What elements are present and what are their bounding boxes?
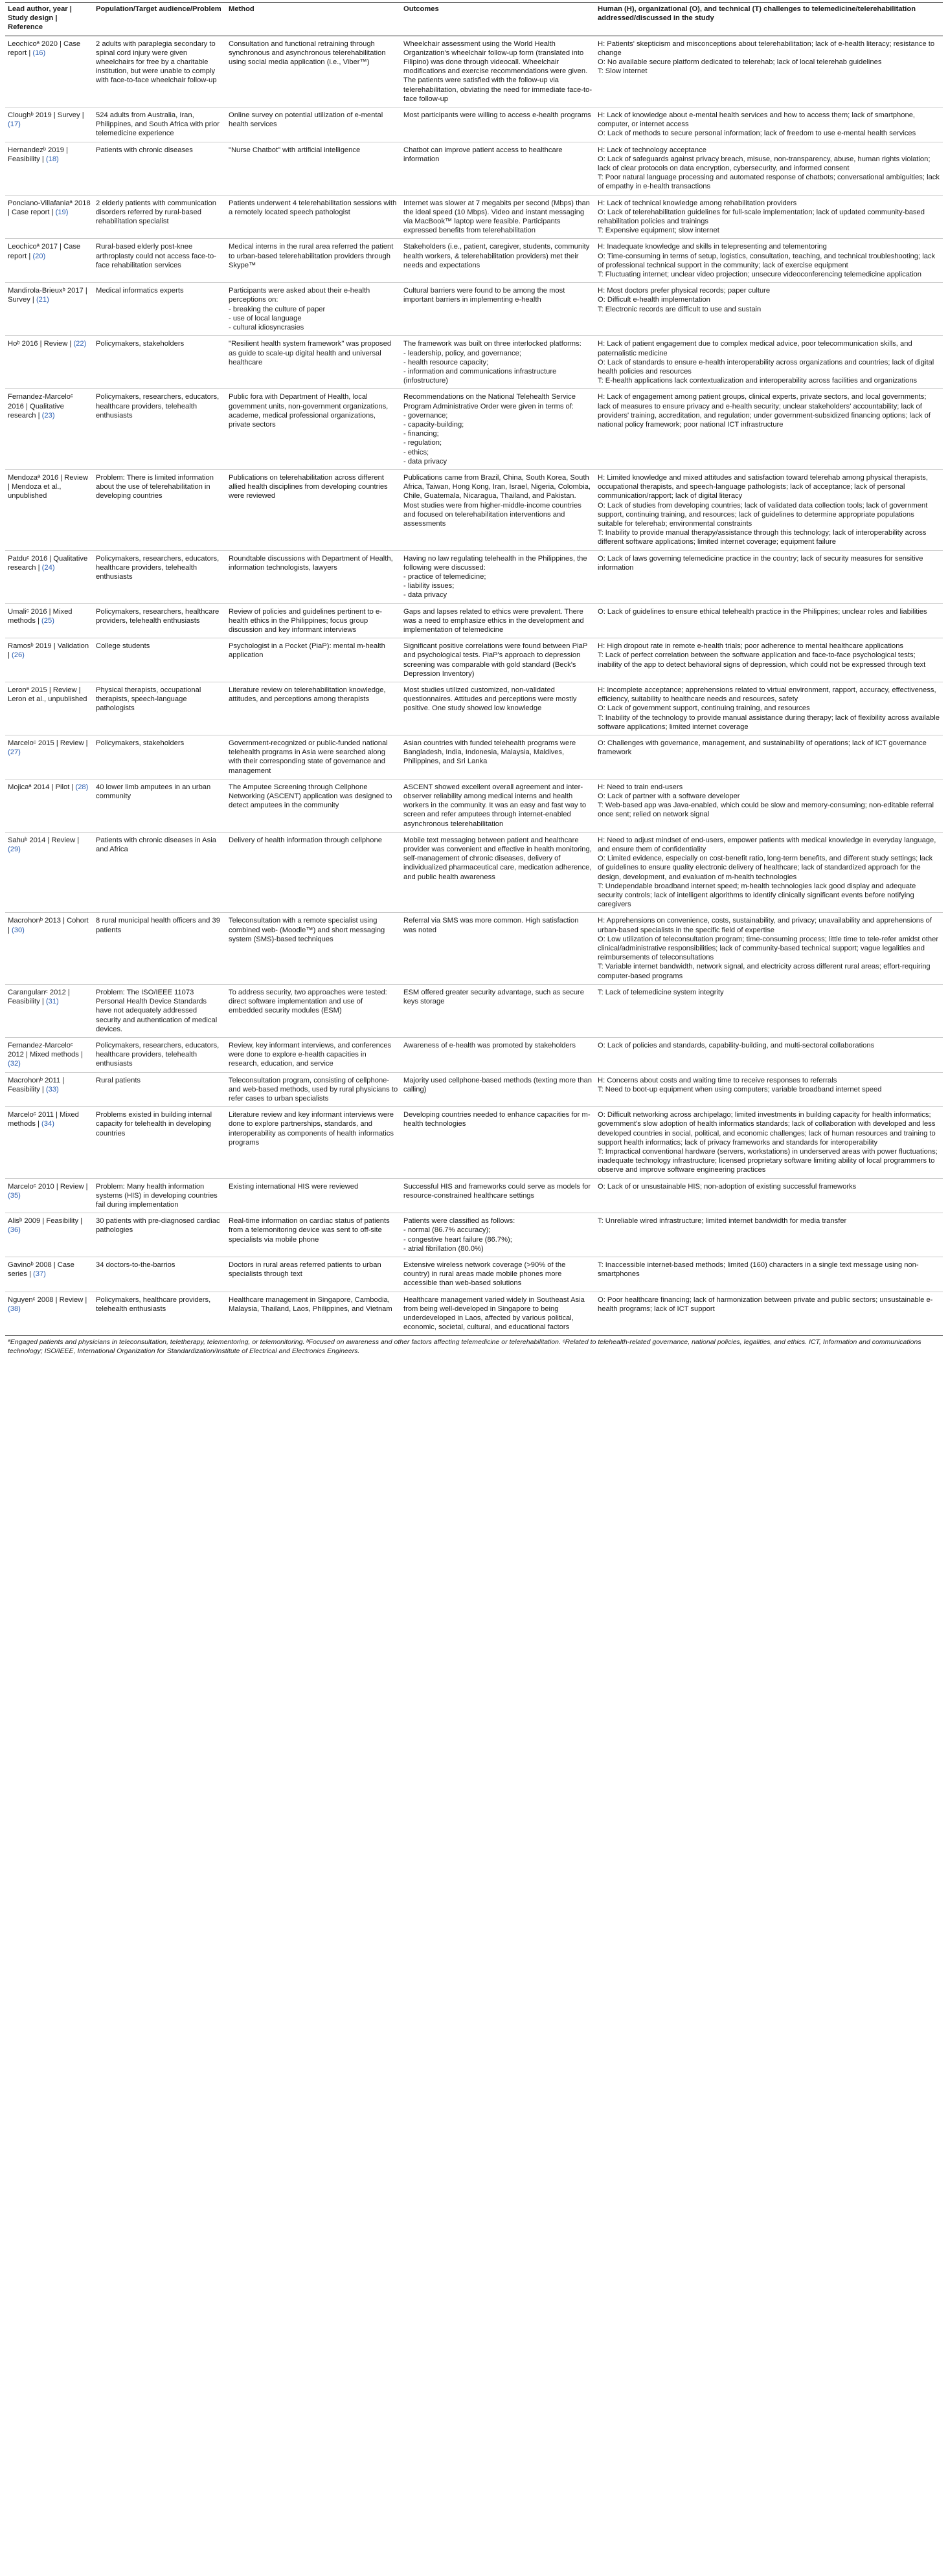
cell-lead-author [5, 735, 93, 779]
cell-challenges: O: Difficult networking across archipelago; limited investments in building capacity for health informatics; government's slow adoption of health informatics standards; lack of collaboration with developed and less developed countries in social, political, and economic challenges; lack of human resources and training to support health informatics; lack of privacy frameworks and standards for interoperability T: Impractical conventional hardware (servers, workstations) in underserved areas with power fluctuations; inadequate technology infrastructure; licensed proprietary software limiting ability of local programmers to observe and improve software engineering practices [595, 1107, 943, 1178]
cell-outcomes: Extensive wireless network coverage (>90% of the country) in rural areas made mobile phones more accessible than web-based solutions [401, 1257, 595, 1292]
cell-outcomes: Majority used cellphone-based methods (texting more than calling) [401, 1072, 595, 1107]
reference-link[interactable]: (19) [55, 208, 69, 216]
table-row [5, 1213, 943, 1257]
author-text: Carangulanᶜ 2012 | Feasibility | [8, 988, 70, 1006]
cell-challenges: H: Inadequate knowledge and skills in telepresenting and telementoring O: Time-consuming in terms of setup, logistics, consultation, teaching, and technical troubleshooting; lack of professional technical support in the community; lack of exercise equipment T: Fluctuating internet; unclear video projection; unsecure videoconferencing telemedicine application [595, 239, 943, 283]
cell-lead-author [5, 832, 93, 913]
reference-link[interactable]: (26) [12, 651, 25, 660]
cell-challenges: H: Lack of technology acceptance O: Lack of safeguards against privacy breach, misuse, non-transparency, abuse, human rights violation; lack of clear protocols on data encryption, cybersecurity, and informed consent T: Poor natural language processing and automated response of chatbots; conversational ambiguities; lack of empathy in e-health transactions [595, 142, 943, 195]
author-text: Fernandez-Marceloᶜ 2016 | Qualitative research | [8, 393, 73, 420]
reference-link[interactable]: (31) [45, 998, 59, 1006]
reference-link[interactable]: (18) [45, 155, 59, 163]
cell-method: Literature review and key informant interviews were done to explore partnerships, standards, and interoperability as components of health informatics programs [226, 1107, 401, 1178]
reference-link[interactable]: (20) [32, 252, 46, 260]
cell-lead-author [5, 195, 93, 239]
cell-population: Problem: The ISO/IEEE 11073 Personal Health Device Standards have not adequately addressed security and authentication of medical devices. [93, 984, 226, 1037]
table-row [5, 283, 943, 336]
reference-link[interactable]: (37) [32, 1270, 46, 1279]
cell-challenges: O: Lack of guidelines to ensure ethical telehealth practice in the Philippines; unclear roles and liabilities [595, 603, 943, 638]
cell-method: Teleconsultation with a remote specialist using combined web- (Moodle™) and short messaging system (SMS)-based techniques [226, 913, 401, 984]
cell-challenges: H: Need to adjust mindset of end-users, empower patients with medical knowledge in everyday language, and ensure them of confidentiality O: Limited evidence, especially on cost-benefit ratio, long-term benefits, and different study settings; lack of guidelines to ensure quality electronic delivery of healthcare; lack of standardized approach for the design, development, and evaluation of m-health technologies T: Undependable broadband internet speed; m-health technologies lack good display and adequate security controls; lack of intelligent algorithms to identify clinically significant events before notifying caregivers [595, 832, 943, 913]
reference-link[interactable]: (32) [8, 1060, 21, 1068]
cell-population: College students [93, 638, 226, 682]
cell-method: To address security, two approaches were tested: direct software implementation and use of embedded security modules (ESM) [226, 984, 401, 1037]
cell-challenges: T: Unreliable wired infrastructure; limited internet bandwidth for media transfer [595, 1213, 943, 1257]
cell-outcomes: Most participants were willing to access e-health programs [401, 107, 595, 142]
reference-link[interactable]: (21) [36, 296, 49, 304]
cell-population: Rural-based elderly post-knee arthroplasty could not access face-to-face rehabilitation services [93, 239, 226, 283]
cell-population: Policymakers, researchers, educators, healthcare providers, telehealth enthusiasts [93, 1037, 226, 1072]
table-row [5, 1257, 943, 1292]
cell-population: Problems existed in building internal capacity for telehealth in developing countries [93, 1107, 226, 1178]
table-row [5, 550, 943, 603]
cell-outcomes: Wheelchair assessment using the World Health Organization's wheelchair follow-up form (translated into Filipino) was done through videocall. Wheelchair modifications and exercise recommendations were given. The patients were satisfied with the follow-up via telerehabilitation, obviating the need for immediate face-to-face follow-up [401, 36, 595, 107]
cell-outcomes: Recommendations on the National Telehealth Service Program Administrative Order were given in terms of: - governance; - capacity-building; - financing; - regulation; - ethics; - data privacy [401, 389, 595, 470]
cell-outcomes: Most studies utilized customized, non-validated questionnaires. Attitudes and perceptions were mostly positive. One study showed low knowledge [401, 682, 595, 735]
table-row [5, 107, 943, 142]
cell-outcomes: Awareness of e-health was promoted by stakeholders [401, 1037, 595, 1072]
table-row [5, 735, 943, 779]
cell-challenges: O: Lack of policies and standards, capability-building, and multi-sectoral collaborations [595, 1037, 943, 1072]
author-text: Cloughᵇ 2019 | Survey | [8, 111, 84, 120]
cell-population: Policymakers, healthcare providers, telehealth enthusiasts [93, 1292, 226, 1336]
cell-challenges: H: Lack of patient engagement due to complex medical advice, poor telecommunication skills, and paternalistic medicine O: Lack of standards to ensure e-health interoperability across organizations and countries; lack of digital health policies and resources T: E-health applications lack contextualization and interoperability across facilities and organizations [595, 336, 943, 389]
reference-link[interactable]: (35) [8, 1191, 21, 1200]
table-row [5, 1178, 943, 1213]
cell-challenges: H: Apprehensions on convenience, costs, sustainability, and privacy; unavailability and apprehensions of urban-based specialists in the specific field of expertise O: Low utilization of teleconsultation program; time-consuming process; little time to tele-refer amidst other clinical/administrative responsibilities; lack of community-based technical support; vague legalities and reimbursements of teleconsultations T: Variable internet bandwidth, network signal, and electricity across different rural areas; effort-requiring computer-based programs [595, 913, 943, 984]
header-method: Method [226, 3, 401, 36]
cell-lead-author [5, 36, 93, 107]
cell-population: Policymakers, stakeholders [93, 735, 226, 779]
table-row [5, 913, 943, 984]
reference-link[interactable]: (23) [41, 411, 55, 420]
cell-lead-author [5, 1037, 93, 1072]
author-text: Mandirola-Brieuxᵇ 2017 | Survey | [8, 287, 87, 304]
author-text: Macrohonᵇ 2011 | Feasibility | [8, 1076, 65, 1093]
cell-population: Policymakers, researchers, educators, healthcare providers, telehealth enthusiasts [93, 389, 226, 470]
cell-lead-author [5, 469, 93, 550]
author-text: Mendozaª 2016 | Review | Mendoza et al., unpublished [8, 473, 88, 500]
table-row [5, 779, 943, 832]
author-text: Alisᵇ 2009 | Feasibility | [8, 1217, 83, 1226]
cell-lead-author [5, 1257, 93, 1292]
cell-method: Public fora with Department of Health, local government units, non-government organizations, academe, medical professional organizations, private sectors [226, 389, 401, 470]
table-row [5, 1037, 943, 1072]
cell-lead-author [5, 779, 93, 832]
author-text: Leronª 2015 | Review | Leron et al., unpublished [8, 686, 87, 704]
table-footnote: ªEngaged patients and physicians in teleconsultation, teletherapy, telementoring, or telemonitoring. ᵇFocused on awareness and other factors affecting telemedicine or telerehabilitation. ᶜRelated to telehealth-related governance, national policies, legalities, and ethics. ICT, Information and communications technology; ISO/IEEE, International Organization for Standardization/Institute of Electrical and Electronics Engineers. [8, 1338, 921, 1355]
cell-challenges: H: Concerns about costs and waiting time to receive responses to referrals T: Need to boot-up equipment when using computers; variable broadband internet speed [595, 1072, 943, 1107]
cell-challenges: T: Lack of telemedicine system integrity [595, 984, 943, 1037]
cell-outcomes: Significant positive correlations were found between PiaP and psychological tests. PiaP's approach to depression screening was comparable with gold standard (Beck's Depression Inventory) [401, 638, 595, 682]
author-text: Ponciano-Villafaniaª 2018 | Case report | [8, 199, 91, 216]
cell-population: 8 rural municipal health officers and 39 patients [93, 913, 226, 984]
cell-population: Medical informatics experts [93, 283, 226, 336]
cell-challenges: O: Poor healthcare financing; lack of harmonization between private and public sectors; unsustainable e-health programs; lack of ICT support [595, 1292, 943, 1336]
table-row [5, 195, 943, 239]
table-row [5, 1292, 943, 1336]
cell-lead-author [5, 1292, 93, 1336]
author-text: Hernandezᵇ 2019 | Feasibility | [8, 146, 68, 163]
cell-population: Rural patients [93, 1072, 226, 1107]
cell-population: Policymakers, researchers, educators, healthcare providers, telehealth enthusiasts [93, 550, 226, 603]
table-header [5, 3, 943, 36]
author-text: Umaliᶜ 2016 | Mixed methods | [8, 607, 73, 625]
cell-population: Patients with chronic diseases in Asia and Africa [93, 832, 226, 913]
reference-link[interactable]: (34) [41, 1120, 54, 1128]
table-row [5, 36, 943, 107]
reference-link[interactable]: (36) [8, 1226, 21, 1235]
reference-link[interactable]: (24) [41, 563, 55, 572]
cell-method: Review of policies and guidelines pertinent to e-health ethics in the Philippines; focus group discussion and key informant interviews [226, 603, 401, 638]
cell-method: Teleconsultation program, consisting of cellphone- and web-based methods, used by rural physicians to refer cases to urban specialists [226, 1072, 401, 1107]
author-text: Marceloᶜ 2010 | Review | [8, 1182, 88, 1191]
cell-outcomes: Chatbot can improve patient access to healthcare information [401, 142, 595, 195]
cell-outcomes: Having no law regulating telehealth in the Philippines, the following were discussed: - practice of telemedicine; - liability issues; - data privacy [401, 550, 595, 603]
cell-lead-author [5, 1072, 93, 1107]
cell-lead-author [5, 984, 93, 1037]
cell-outcomes: Publications came from Brazil, China, South Korea, South Africa, Taiwan, Hong Kong, Iran, Israel, Nigeria, Colombia, Chile, Guatemala, Nicaragua, Thailand, and Pakistan. Most studies were from higher-middle-income countries and focused on telerehabilitation interventions and assessments [401, 469, 595, 550]
cell-method: Publications on telerehabilitation across different allied health disciplines from developing countries were reviewed [226, 469, 401, 550]
cell-population: Policymakers, stakeholders [93, 336, 226, 389]
reference-link[interactable]: (29) [8, 846, 21, 854]
table-row [5, 1107, 943, 1178]
studies-table [5, 2, 943, 1336]
reference-link[interactable]: (25) [41, 616, 54, 625]
header-population: Population/Target audience/Problem [93, 3, 226, 36]
cell-lead-author [5, 638, 93, 682]
author-text: Marceloᶜ 2015 | Review | [8, 739, 88, 748]
header-row [5, 3, 943, 36]
cell-population: Problem: There is limited information about the use of telerehabilitation in developing countries [93, 469, 226, 550]
cell-challenges: O: Challenges with governance, management, and sustainability of operations; lack of ICT governance framework [595, 735, 943, 779]
cell-method: Existing international HIS were reviewed [226, 1178, 401, 1213]
cell-method: Roundtable discussions with Department of Health, information technologists, lawyers [226, 550, 401, 603]
author-text: Leochicoª 2017 | Case report | [8, 243, 81, 260]
cell-method: Online survey on potential utilization of e-mental health services [226, 107, 401, 142]
cell-method: Doctors in rural areas referred patients to urban specialists through text [226, 1257, 401, 1292]
cell-outcomes: The framework was built on three interlocked platforms: - leadership, policy, and governance; - health resource capacity; - information and communications infrastructure (infostructure) [401, 336, 595, 389]
cell-outcomes: Healthcare management varied widely in Southeast Asia from being well-developed in Singapore to being underdeveloped in Laos, affected by various political, economic, societal, cultural, and educational factors [401, 1292, 595, 1336]
table-row [5, 389, 943, 470]
reference-link[interactable]: (22) [73, 340, 87, 348]
table-row [5, 603, 943, 638]
cell-method: "Nurse Chatbot" with artificial intelligence [226, 142, 401, 195]
table-row [5, 832, 943, 913]
cell-outcomes: Successful HIS and frameworks could serve as models for resource-constrained healthcare settings [401, 1178, 595, 1213]
cell-lead-author [5, 1213, 93, 1257]
cell-population: 524 adults from Australia, Iran, Philippines, and South Africa with prior telemedicine experience [93, 107, 226, 142]
cell-population: 40 lower limb amputees in an urban community [93, 779, 226, 832]
cell-outcomes: Stakeholders (i.e., patient, caregiver, students, community health workers, & telerehabilitation providers) met their needs and expectations [401, 239, 595, 283]
reference-link[interactable]: (28) [75, 783, 89, 791]
author-text: Mojicaª 2014 | Pilot | [8, 783, 76, 791]
cell-outcomes: Referral via SMS was more common. High satisfaction was noted [401, 913, 595, 984]
cell-outcomes: Gaps and lapses related to ethics were prevalent. There was a need to emphasize ethics in the development and implementation of telemedicine [401, 603, 595, 638]
cell-method: Review, key informant interviews, and conferences were done to explore e-health capacities in research, education, and service [226, 1037, 401, 1072]
cell-lead-author [5, 239, 93, 283]
cell-outcomes: Internet was slower at 7 megabits per second (Mbps) than the ideal speed (10 Mbps). Video and instant messaging via MacBook™ laptop were feasible. Participants expressed benefits from telerehabilitation [401, 195, 595, 239]
cell-challenges: T: Inaccessible internet-based methods; limited (160) characters in a single text message using non-smartphones [595, 1257, 943, 1292]
reference-link[interactable]: (16) [32, 49, 46, 57]
header-challenges: Human (H), organizational (O), and technical (T) challenges to telemedicine/telerehabilitation addressed/discussed in the study [595, 3, 943, 36]
cell-outcomes: Patients were classified as follows: - normal (86.7% accuracy); - congestive heart failure (86.7%); - atrial fibrillation (80.0%) [401, 1213, 595, 1257]
table-row [5, 638, 943, 682]
table-row [5, 984, 943, 1037]
cell-lead-author [5, 142, 93, 195]
cell-population: 2 adults with paraplegia secondary to spinal cord injury were given wheelchairs for free by a charitable institution, but were unable to comply with face-to-face wheelchair follow-up [93, 36, 226, 107]
table-row [5, 142, 943, 195]
cell-lead-author [5, 682, 93, 735]
cell-outcomes: Mobile text messaging between patient and healthcare provider was convenient and effective in health monitoring, self-management of chronic diseases, delivery of individualized pharmaceutical care, medication adherence, and public health awareness [401, 832, 595, 913]
table-row [5, 239, 943, 283]
cell-method: Literature review on telerehabilitation knowledge, attitudes, and perceptions among therapists [226, 682, 401, 735]
cell-challenges: H: Lack of technical knowledge among rehabilitation providers O: Lack of telerehabilitation guidelines for full-scale implementation; lack of updated community-based rehabilitation policies and trainings T: Expensive equipment; slow internet [595, 195, 943, 239]
cell-method: "Resilient health system framework" was proposed as guide to scale-up digital health and universal healthcare [226, 336, 401, 389]
cell-challenges: H: Patients' skepticism and misconceptions about telerehabilitation; lack of e-health literacy; resistance to change O: No available secure platform dedicated to telerehab; lack of local telerehab guidelines T: Slow internet [595, 36, 943, 107]
cell-outcomes: ESM offered greater security advantage, such as secure keys storage [401, 984, 595, 1037]
cell-lead-author [5, 913, 93, 984]
cell-method: Participants were asked about their e-health perceptions on: - breaking the culture of paper - use of local language - cultural idiosyncrasies [226, 283, 401, 336]
cell-method: Delivery of health information through cellphone [226, 832, 401, 913]
cell-challenges: H: Lack of knowledge about e-mental health services and how to access them; lack of smartphone, computer, or internet access O: Lack of methods to secure personal information; lack of freedom to use e-mental health services [595, 107, 943, 142]
author-text: Leochicoª 2020 | Case report | [8, 39, 81, 57]
author-text: Gavinoᵇ 2008 | Case series | [8, 1260, 74, 1279]
author-text: Marceloᶜ 2011 | Mixed methods | [8, 1111, 79, 1128]
cell-challenges: H: Incomplete acceptance; apprehensions related to virtual environment, rapport, accuracy, effectiveness, efficiency, suitability to healthcare needs and resources, safety O: Lack of government support, continuing training, and resources T: Inability of the technology to provide manual assistance during therapy; lack of flexibility across available software applications; limited internet coverage [595, 682, 943, 735]
cell-population: Physical therapists, occupational therapists, speech-language pathologists [93, 682, 226, 735]
cell-method: Healthcare management in Singapore, Cambodia, Malaysia, Thailand, Laos, Philippines, and Vietnam [226, 1292, 401, 1336]
table-row [5, 682, 943, 735]
cell-method: The Amputee Screening through Cellphone Networking (ASCENT) application was designed to detect amputees in the community [226, 779, 401, 832]
cell-outcomes: Cultural barriers were found to be among the most important barriers in implementing e-health [401, 283, 595, 336]
cell-population: Policymakers, researchers, healthcare providers, telehealth enthusiasts [93, 603, 226, 638]
cell-population: Patients with chronic diseases [93, 142, 226, 195]
cell-challenges: H: High dropout rate in remote e-health trials; poor adherence to mental healthcare applications T: Lack of perfect correlation between the software application and face-to-face psychological tests; inability of the app to detect behavioral signs of depression, which could not be expressed through text [595, 638, 943, 682]
header-lead-author: Lead author, year | Study design | Reference [5, 3, 93, 36]
cell-method: Medical interns in the rural area referred the patient to urban-based telerehabilitation providers through Skype™ [226, 239, 401, 283]
table-body [5, 36, 943, 1336]
cell-lead-author [5, 1178, 93, 1213]
cell-population: Problem: Many health information systems (HIS) in developing countries fail during implementation [93, 1178, 226, 1213]
cell-lead-author [5, 389, 93, 470]
reference-link[interactable]: (33) [45, 1085, 59, 1093]
cell-method: Real-time information on cardiac status of patients from a telemonitoring device was sent to off-site specialists via mobile phone [226, 1213, 401, 1257]
reference-link[interactable]: (38) [8, 1305, 21, 1313]
cell-challenges: H: Need to train end-users O: Lack of partner with a software developer T: Web-based app was Java-enabled, which could be slow and memory-consuming; non-editable referral once sent; relied on network signal [595, 779, 943, 832]
cell-method: Psychologist in a Pocket (PiaP): mental m-health application [226, 638, 401, 682]
cell-outcomes: ASCENT showed excellent overall agreement and inter-observer reliability among medical interns and health workers in the community. It was an easy and fast way to screen and refer amputees through internet-enabled asynchronous telerehabilitation [401, 779, 595, 832]
author-text: Macrohonᵇ 2013 | Cohort | [8, 917, 89, 934]
author-text: Nguyenᶜ 2008 | Review | [8, 1295, 87, 1304]
cell-challenges: H: Limited knowledge and mixed attitudes and satisfaction toward telerehab among physical therapists, occupational therapists, and speech-language pathologists; lack of acceptance; lack of personal communication/rapport; lack of digital literacy O: Lack of studies from developing countries; lack of validated data collection tools; lack of government support, continuing training, and resources; lack of guidelines to determine appropriate populations suitable for telerehab; environmental constraints T: Inability to provide manual therapy/assistance through this technology; lack of interoperability across different software applications; limited internet coverage; equipment failure [595, 469, 943, 550]
table-row [5, 1072, 943, 1107]
cell-method: Patients underwent 4 telerehabilitation sessions with a remotely located speech pathologist [226, 195, 401, 239]
author-text: Sahuᵇ 2014 | Review | [8, 836, 80, 844]
reference-link[interactable]: (27) [8, 748, 21, 757]
cell-lead-author [5, 1107, 93, 1178]
cell-population: 34 doctors-to-the-barrios [93, 1257, 226, 1292]
header-outcomes: Outcomes [401, 3, 595, 36]
author-text: Patduᶜ 2016 | Qualitative research | [8, 554, 88, 572]
cell-lead-author [5, 336, 93, 389]
cell-lead-author [5, 550, 93, 603]
cell-outcomes: Developing countries needed to enhance capacities for m-health technologies [401, 1107, 595, 1178]
author-text: Hoᵇ 2016 | Review | [8, 340, 74, 348]
cell-lead-author [5, 283, 93, 336]
table-row [5, 336, 943, 389]
cell-lead-author [5, 107, 93, 142]
author-text: Fernandez-Marceloᶜ 2012 | Mixed methods | [8, 1041, 83, 1059]
cell-population: 30 patients with pre-diagnosed cardiac pathologies [93, 1213, 226, 1257]
cell-challenges: H: Lack of engagement among patient groups, clinical experts, private sectors, and local governments; lack of measures to ensure privacy and e-health security; unclear stakeholders' accountability; lack of providers' training, accreditation, and regulation; under government-subsidized financing options; lack of national policy framework; poor national ICT infrastructure [595, 389, 943, 470]
reference-link[interactable]: (30) [12, 926, 25, 934]
cell-lead-author [5, 603, 93, 638]
cell-outcomes: Asian countries with funded telehealth programs were Bangladesh, India, Indonesia, Malaysia, Maldives, Philippines, and Sri Lanka [401, 735, 595, 779]
reference-link[interactable]: (17) [8, 120, 21, 129]
cell-method: Government-recognized or public-funded national telehealth programs in Asia were searched along with their corresponding state of governance and management [226, 735, 401, 779]
cell-challenges: O: Lack of laws governing telemedicine practice in the country; lack of security measures for sensitive information [595, 550, 943, 603]
cell-population: 2 elderly patients with communication disorders referred by rural-based rehabilitation specialist [93, 195, 226, 239]
cell-challenges: H: Most doctors prefer physical records; paper culture O: Difficult e-health implementation T: Electronic records are difficult to use and sustain [595, 283, 943, 336]
table-row [5, 469, 943, 550]
author-text: Ramosᵇ 2019 | Validation | [8, 642, 89, 660]
cell-method: Consultation and functional retraining through synchronous and asynchronous telerehabilitation using social media application (i.e., Viber™) [226, 36, 401, 107]
cell-challenges: O: Lack of or unsustainable HIS; non-adoption of existing successful frameworks [595, 1178, 943, 1213]
